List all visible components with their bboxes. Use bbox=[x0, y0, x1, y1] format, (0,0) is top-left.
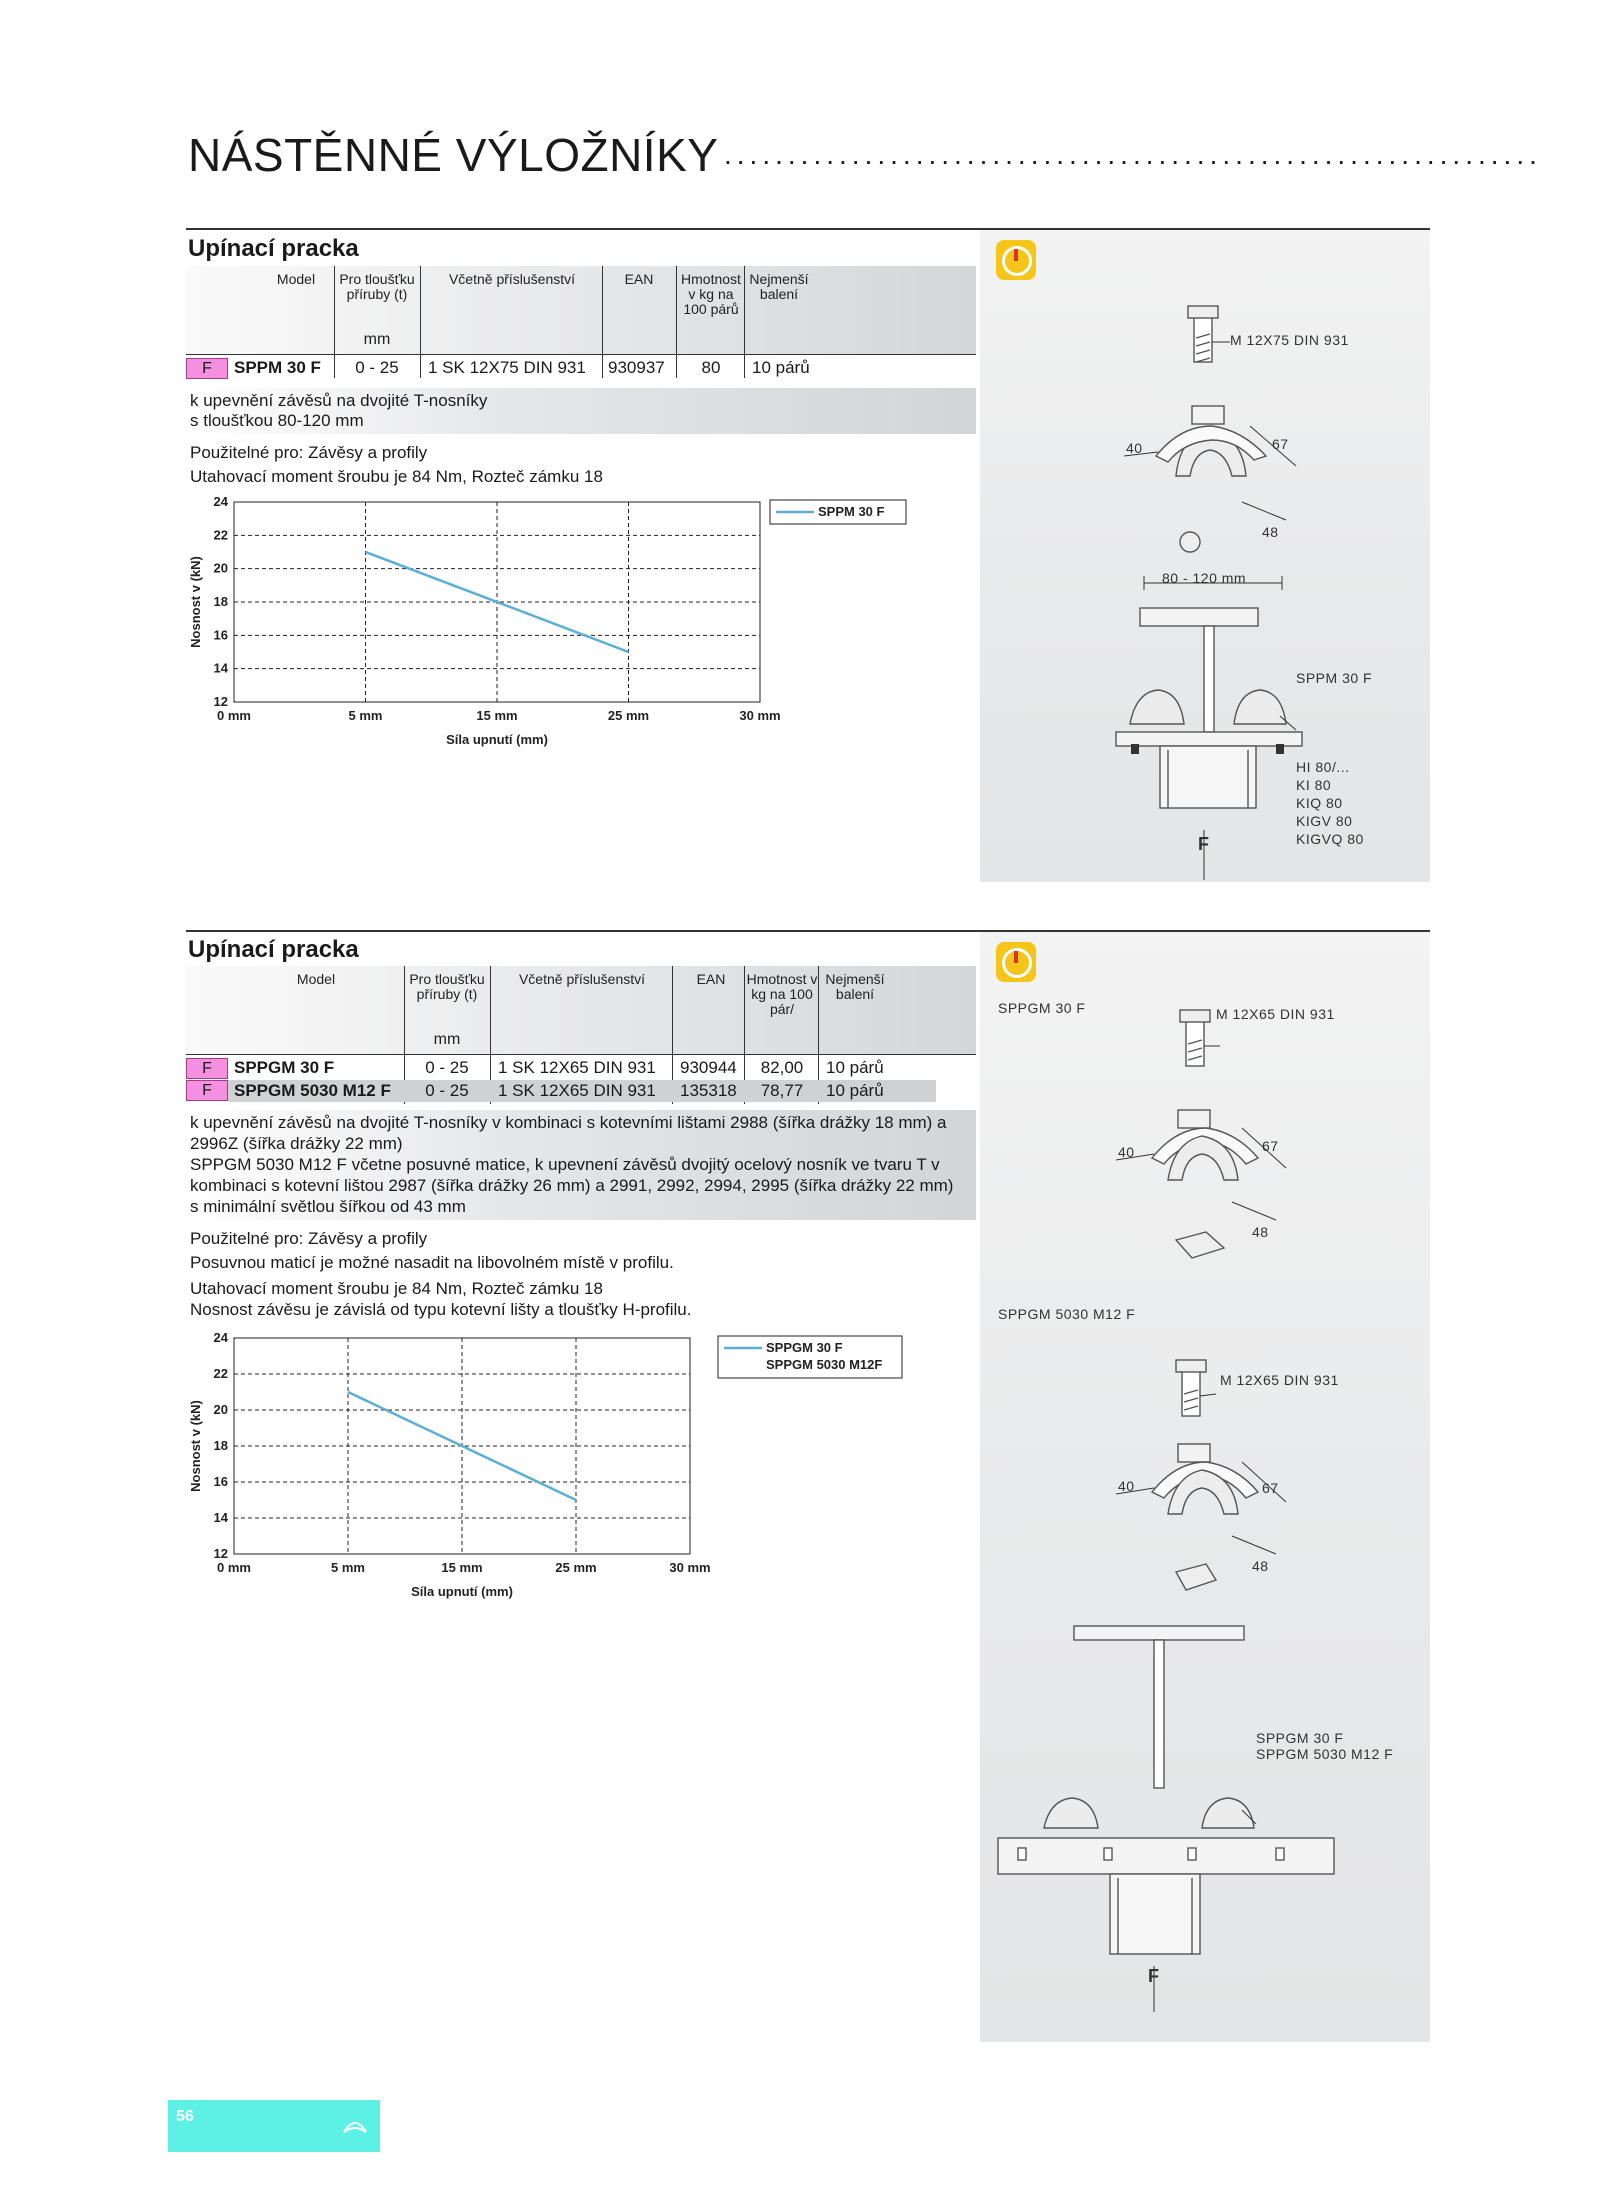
x-axis-label: Síla upnutí (mm) bbox=[446, 732, 548, 747]
header-thickness: Pro tloušťku příruby (t) bbox=[339, 271, 415, 302]
section1-title: Upínací pracka bbox=[188, 235, 359, 262]
row-accessories: 1 SK 12X65 DIN 931 bbox=[498, 1058, 656, 1077]
header-ean: EAN bbox=[696, 971, 726, 987]
note-line: Utahovací moment šroubu je 84 Nm, Rozteč zámku 18 bbox=[190, 467, 603, 486]
row-ean: 930937 bbox=[608, 358, 665, 377]
dimension-label: 48 bbox=[1262, 524, 1279, 540]
section1-diagram-panel bbox=[980, 230, 1430, 882]
section2-title: Upínací pracka bbox=[188, 936, 359, 963]
clamp-label: SPPM 30 F bbox=[1296, 670, 1373, 686]
header-ean: EAN bbox=[624, 271, 654, 287]
description-line: k upevnění závěsů na dvojité T-nosníky bbox=[190, 391, 488, 410]
dimension-label: 48 bbox=[1252, 1558, 1269, 1574]
row-min-pack: 10 párů bbox=[826, 1081, 884, 1100]
dimension-label: M 12X75 DIN 931 bbox=[1230, 332, 1349, 348]
profile-list: HI 80/... KI 80 KIQ 80 KIGV 80 KIGVQ 80 bbox=[1296, 759, 1364, 847]
y-tick-label: 18 bbox=[213, 594, 228, 609]
brand-icon bbox=[340, 2110, 370, 2140]
legend-label: SPPGM 30 F bbox=[766, 1340, 843, 1355]
x-tick-label: 0 mm bbox=[217, 708, 251, 723]
dimension-label: 67 bbox=[1262, 1138, 1279, 1154]
force-label: F bbox=[1198, 834, 1210, 854]
x-tick-label: 15 mm bbox=[441, 1560, 483, 1575]
x-tick-label: 25 mm bbox=[555, 1560, 597, 1575]
x-axis-label: Síla upnutí (mm) bbox=[411, 1584, 513, 1599]
header-model: Model bbox=[296, 971, 336, 987]
y-tick-label: 12 bbox=[213, 1546, 228, 1561]
variant-label: SPPGM 5030 M12 F bbox=[998, 1306, 1136, 1322]
x-tick-label: 30 mm bbox=[669, 1560, 711, 1575]
x-tick-label: 25 mm bbox=[607, 708, 650, 723]
dimension-label: M 12X65 DIN 931 bbox=[1216, 1006, 1335, 1022]
header-accessories: Včetně příslušenství bbox=[448, 271, 576, 287]
description-line: 2996Z (šířka drážky 22 mm) bbox=[190, 1134, 403, 1153]
header-accessories: Včetně příslušenství bbox=[518, 971, 646, 987]
page-number: 56 bbox=[176, 2108, 194, 2125]
clamp-diagram-2 bbox=[980, 932, 1430, 2042]
clamp-label: SPPGM 30 F SPPGM 5030 M12 F bbox=[1256, 1730, 1394, 1762]
row-weight: 82,00 bbox=[760, 1058, 804, 1077]
chart-2 bbox=[186, 1330, 926, 1614]
y-tick-label: 22 bbox=[213, 527, 228, 543]
section2-diagram-panel bbox=[980, 932, 1430, 2042]
row-model: SPPGM 30 F bbox=[234, 1058, 335, 1077]
y-tick-label: 12 bbox=[213, 694, 228, 709]
dimension-label: 67 bbox=[1272, 436, 1289, 452]
y-tick-label: 24 bbox=[213, 496, 228, 509]
header-min-pack: Nejmenší balení bbox=[825, 971, 885, 1002]
header-min-pack: Nejmenší balení bbox=[749, 271, 809, 302]
legend-label: SPPGM 5030 M12F bbox=[766, 1357, 883, 1372]
header-weight: Hmotnost v kg na 100 párů bbox=[681, 271, 741, 317]
dimension-label: 67 bbox=[1262, 1480, 1279, 1496]
flag-badge: F bbox=[186, 1058, 228, 1079]
y-axis-label: Nosnost v (kN) bbox=[188, 1400, 203, 1492]
x-tick-label: 5 mm bbox=[331, 1560, 365, 1575]
note-line: Nosnost závěsu je závislá od typu kotevní lišty a tloušťky H-profilu. bbox=[190, 1300, 692, 1319]
description-line: SPPGM 5030 M12 F včetne posuvné matice, k upevnení závěsů dvojitý ocelový nosník ve tvaru T v bbox=[190, 1155, 940, 1174]
dimension-label: M 12X65 DIN 931 bbox=[1220, 1372, 1339, 1388]
y-tick-label: 22 bbox=[213, 1366, 228, 1381]
variant-label: SPPGM 30 F bbox=[998, 1000, 1086, 1016]
y-tick-label: 20 bbox=[213, 1402, 228, 1417]
y-tick-label: 24 bbox=[213, 1330, 228, 1345]
description-line: kombinaci s kotevní lištou 2987 (šířka drážky 26 mm) a 2991, 2992, 2994, 2995 (šířka drážky 22 mm) bbox=[190, 1176, 954, 1195]
x-tick-label: 0 mm bbox=[217, 1560, 251, 1575]
x-tick-label: 30 mm bbox=[739, 708, 781, 723]
y-tick-label: 20 bbox=[213, 560, 228, 576]
row-model: SPPGM 5030 M12 F bbox=[234, 1081, 391, 1100]
usable-for: Použitelné pro: Závěsy a profily bbox=[190, 1229, 428, 1248]
row-min-pack: 10 párů bbox=[826, 1058, 884, 1077]
title-dots: ................................................................ bbox=[724, 150, 1542, 168]
y-tick-label: 18 bbox=[213, 1438, 228, 1453]
row-ean: 930944 bbox=[680, 1058, 737, 1077]
row-accessories: 1 SK 12X75 DIN 931 bbox=[428, 358, 586, 377]
dimension-label: 40 bbox=[1126, 440, 1143, 456]
header-weight: Hmotnost v kg na 100 pár/ bbox=[746, 971, 818, 1017]
y-tick-label: 16 bbox=[213, 1474, 228, 1489]
x-tick-label: 5 mm bbox=[348, 708, 383, 723]
note-line: Utahovací moment šroubu je 84 Nm, Rozteč zámku 18 bbox=[190, 1279, 603, 1298]
row-weight: 80 bbox=[701, 358, 721, 377]
row-min-pack: 10 párů bbox=[752, 358, 810, 377]
row-accessories: 1 SK 12X65 DIN 931 bbox=[498, 1081, 656, 1100]
dimension-label: 40 bbox=[1118, 1478, 1135, 1494]
row-thickness: 0 - 25 bbox=[425, 1081, 469, 1100]
dimension-label: 48 bbox=[1252, 1224, 1269, 1240]
row-ean: 135318 bbox=[680, 1081, 737, 1100]
page-number-tab bbox=[168, 2100, 380, 2152]
x-tick-label: 15 mm bbox=[476, 708, 518, 723]
row-thickness: 0 - 25 bbox=[355, 358, 399, 377]
header-unit: mm bbox=[363, 331, 391, 348]
header-unit: mm bbox=[433, 1031, 461, 1048]
usable-for: Použitelné pro: Závěsy a profily bbox=[190, 443, 428, 462]
dimension-label: 40 bbox=[1118, 1144, 1135, 1160]
span-label: 80 - 120 mm bbox=[1162, 570, 1247, 586]
y-axis-label: Nosnost v (kN) bbox=[188, 556, 203, 648]
legend-label: SPPM 30 F bbox=[818, 504, 885, 519]
section1-table bbox=[186, 266, 976, 378]
note-line: Posuvnou maticí je možné nasadit na libovolném místě v profilu. bbox=[190, 1253, 674, 1272]
row-model: SPPM 30 F bbox=[234, 358, 321, 377]
section2-table bbox=[186, 966, 976, 1104]
row-weight: 78,77 bbox=[760, 1081, 804, 1100]
chart-1 bbox=[186, 496, 926, 760]
flag-badge: F bbox=[186, 358, 228, 379]
y-tick-label: 14 bbox=[213, 660, 228, 676]
description-line: s minimální světlou šířkou od 43 mm bbox=[190, 1197, 466, 1216]
header-thickness: Pro tloušťku příruby (t) bbox=[409, 971, 485, 1002]
y-tick-label: 16 bbox=[213, 627, 228, 643]
row-thickness: 0 - 25 bbox=[425, 1058, 469, 1077]
header-model: Model bbox=[276, 271, 316, 287]
y-tick-label: 14 bbox=[213, 1510, 228, 1525]
description-line: k upevnění závěsů na dvojité T-nosníky v kombinaci s kotevními lištami 2988 (šířka drážky 18 mm) a bbox=[190, 1113, 947, 1132]
force-label: F bbox=[1148, 1966, 1160, 1986]
flag-badge: F bbox=[186, 1080, 228, 1101]
page-title: NÁSTĚNNÉ VÝLOŽNÍKY bbox=[188, 129, 719, 181]
description-line: s tloušťkou 80-120 mm bbox=[190, 411, 364, 430]
